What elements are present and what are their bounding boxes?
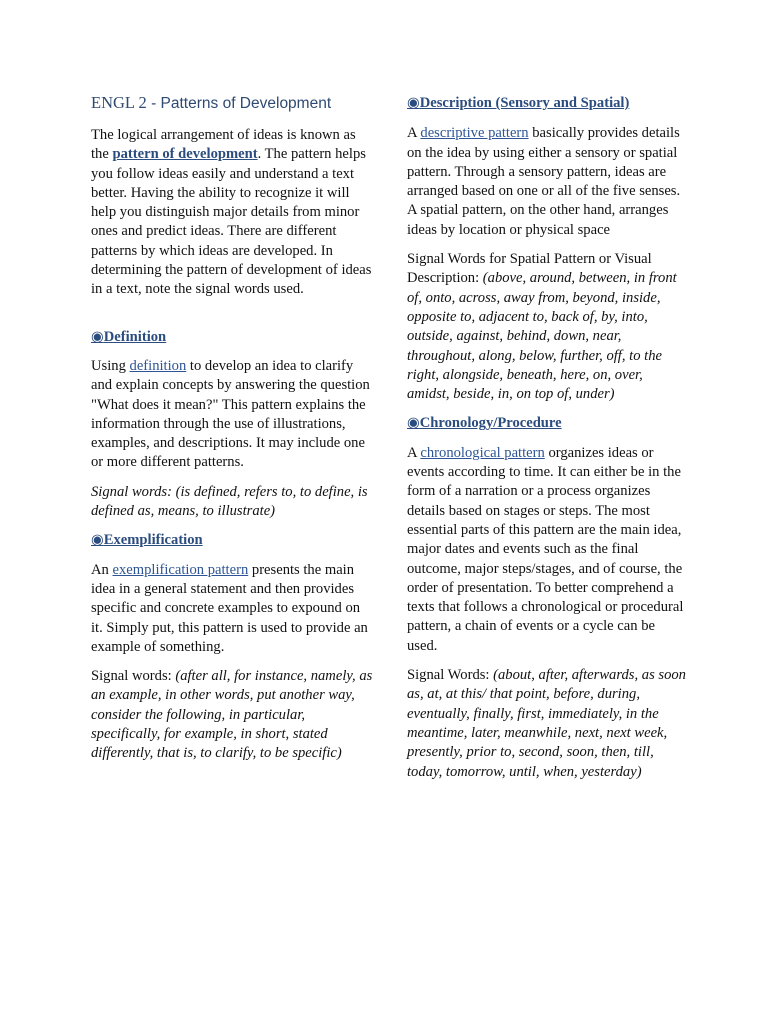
- signal-label: Signal Words for Spatial Pattern or Visual Description:: [407, 251, 652, 287]
- exemplification-text-start: An: [91, 561, 113, 578]
- bullet-icon: ◉: [407, 95, 420, 111]
- description-heading-text: Description (Sensory and Spatial): [419, 95, 630, 111]
- exemplification-pattern-link[interactable]: exemplification pattern: [112, 561, 249, 578]
- signal-label: Signal words:: [91, 668, 176, 685]
- exemplification-signal-words: [91, 667, 373, 763]
- page-title: [91, 92, 373, 115]
- chronology-heading-text: Chronology/Procedure: [419, 415, 562, 432]
- chronology-text-end: organizes ideas or events according to time. It can either be in the form of a narration or a process organizes details based on stages or steps. The most essential parts of this pattern are the main idea, major dates and events such as the final outcome, major steps/stages, and of course, the order of presentation. To better comprehend a texts that follows a chronological or procedural pattern, a chain of events or a cycle can be used.: [407, 444, 684, 654]
- exemplification-text-end: presents the main idea in a general statement and then provides specific and concrete examples to expound on it. Simply put, this pattern is used to provide an example of something.: [91, 561, 368, 655]
- signal-word-list: (after all, for instance, namely, as an example, in other words, put another way, consider the following, in particular, specifically, for example, in short, stated differently, that is, to clarify, to be specific): [91, 668, 373, 762]
- bullet-icon: ◉: [91, 532, 104, 549]
- description-heading: [407, 94, 687, 113]
- intro-paragraph: [91, 126, 373, 300]
- definition-link[interactable]: definition: [129, 357, 187, 374]
- left-column: [91, 92, 373, 774]
- description-signal-words: [407, 250, 687, 404]
- bullet-icon: ◉: [91, 328, 104, 345]
- exemplification-heading: [91, 531, 373, 550]
- signal-label: Signal Words:: [407, 667, 494, 684]
- signal-word-list: (above, around, between, in front of, onto, across, away from, beyond, inside, opposite to, adjacent to, back of, by, into, outside, against, behind, down, near, throughout, along, below, further, off, to the right, alongside, beneath, here, on, over, amidst, beside, in, on top of, under): [407, 270, 677, 403]
- definition-heading: [91, 328, 373, 347]
- title-separator: -: [146, 95, 161, 112]
- definition-signal-words: Signal words: (is defined, refers to, to define, is defined as, means, to illustrate): [91, 483, 368, 520]
- definition-paragraph: [91, 357, 373, 473]
- pattern-of-development-link[interactable]: pattern of development: [112, 146, 258, 163]
- exemplification-heading-text: Exemplification: [103, 532, 203, 549]
- exemplification-paragraph: [91, 561, 373, 657]
- signal-word-list: (about, after, afterwards, as soon as, at, at this/ that point, before, during, eventually, finally, first, immediately, in the meantime, later, meanwhile, next, next week, presently, prior to, second, soon, then, till, today, tomorrow, until, when, yesterday): [407, 667, 686, 780]
- intro-text-end: . The pattern helps you follow ideas easily and understand a text better. Having the ability to recognize it will help you distinguish major details from minor ones and predict ideas. There are different patterns by which ideas are developed. In determining the pattern of development of ideas in a text, note the signal words used.: [91, 146, 372, 298]
- bullet-icon: ◉: [407, 415, 420, 432]
- definition-heading-text: Definition: [103, 328, 167, 345]
- description-text-end: basically provides details on the idea by using either a sensory or spatial pattern. Through a sensory pattern, ideas are arranged based on one or all of the five senses. A spatial pattern, on the other hand, arranges ideas by location or physical space: [407, 125, 681, 238]
- right-column: [407, 92, 687, 792]
- title-topic: Patterns of Development: [160, 95, 332, 112]
- chronology-heading: [407, 414, 687, 433]
- spacer: [91, 310, 373, 328]
- chronology-paragraph: [407, 444, 687, 656]
- intro-text-start: The logical arrangement of ideas is known as the: [91, 127, 356, 163]
- course-code: ENGL 2: [91, 93, 147, 112]
- definition-text-start: Using: [91, 357, 130, 374]
- descriptive-pattern-link[interactable]: descriptive pattern: [420, 125, 529, 142]
- chronological-pattern-link[interactable]: chronological pattern: [420, 444, 545, 461]
- chronology-signal-words: [407, 666, 687, 782]
- chronology-text-start: A: [407, 444, 421, 461]
- definition-text-end: to develop an idea to clarify and explain concepts by answering the question "What does it mean?" This pattern explains the information through the use of illustrations, examples, and descriptions. It may include one or more different patterns.: [91, 357, 370, 471]
- description-text-start: A: [407, 125, 421, 142]
- description-paragraph: [407, 124, 687, 240]
